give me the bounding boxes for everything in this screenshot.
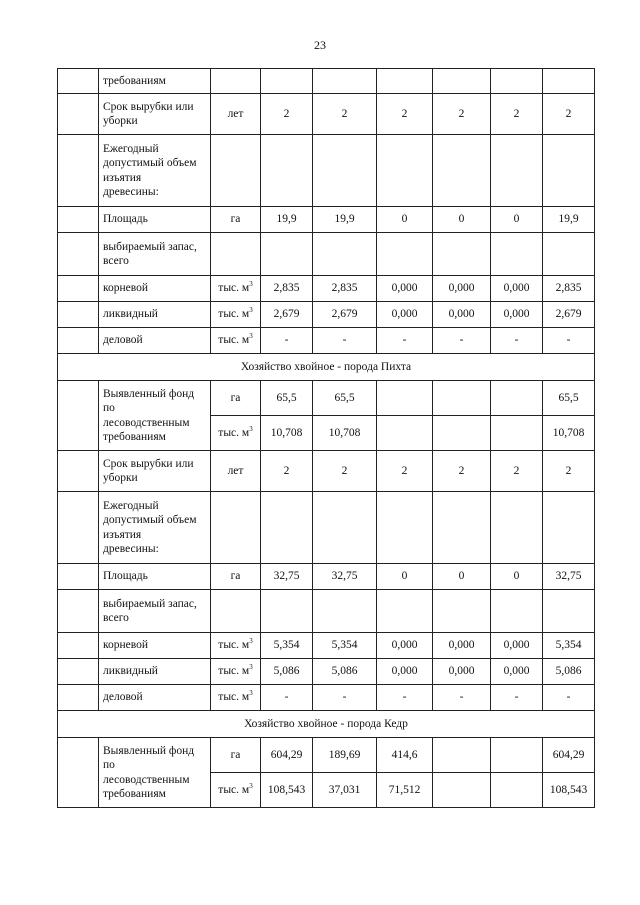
row-number-cell: [58, 94, 99, 135]
unit-cell: [211, 135, 261, 207]
unit-cell: [211, 302, 261, 328]
value-cell: 32,75: [313, 564, 377, 590]
value-cell: [377, 233, 433, 276]
value-cell: 10,708: [543, 416, 595, 451]
row-label-line: древесины:: [103, 185, 159, 198]
value-cell: 19,9: [543, 207, 595, 233]
value-cell: 19,9: [313, 207, 377, 233]
table-row: [58, 328, 595, 354]
row-label-line: изъятия: [103, 171, 142, 184]
value-cell: 108,543: [261, 773, 313, 808]
row-label: [99, 94, 211, 135]
unit-text: тыс. м: [218, 308, 250, 321]
row-label-line: уборки: [103, 115, 138, 127]
section-title: Хозяйство хвойное - порода Кедр: [58, 711, 595, 738]
row-number-cell: [58, 276, 99, 302]
value-cell: 2: [491, 451, 543, 492]
row-label-line: Ежегодный: [103, 142, 159, 155]
row-label-line: Ежегодный: [103, 499, 159, 512]
unit-cell: [211, 492, 261, 564]
value-cell: 2,679: [261, 302, 313, 328]
row-number-cell: [58, 492, 99, 564]
unit-text: тыс. м: [218, 691, 250, 704]
value-cell: -: [433, 328, 491, 354]
unit-superscript: 3: [249, 689, 253, 698]
unit-text: тыс. м: [218, 282, 250, 295]
value-cell: 0,000: [491, 302, 543, 328]
table-row: [58, 207, 595, 233]
value-cell: 5,354: [261, 633, 313, 659]
row-label: [99, 685, 211, 711]
value-cell: 2: [261, 451, 313, 492]
table-row: [58, 738, 595, 773]
unit-superscript: 3: [249, 637, 253, 646]
value-cell: 37,031: [313, 773, 377, 808]
row-label-line: лесоводственным: [103, 416, 190, 429]
row-label-line: ликвидный: [103, 308, 158, 321]
value-cell: 10,708: [261, 416, 313, 451]
value-cell: [433, 492, 491, 564]
row-label-line: корневой: [103, 639, 149, 652]
row-label-line: древесины:: [103, 542, 159, 555]
value-cell: [543, 135, 595, 207]
value-cell: 0,000: [377, 302, 433, 328]
row-label-line: корневой: [103, 282, 149, 295]
table-row: [58, 233, 595, 276]
value-cell: 0,000: [433, 302, 491, 328]
value-cell: [433, 416, 491, 451]
row-label-line: требованиям: [103, 74, 166, 87]
value-cell: [543, 233, 595, 276]
row-label: [99, 207, 211, 233]
unit-cell: [211, 233, 261, 276]
value-cell: 2: [377, 451, 433, 492]
section-row: [58, 711, 595, 738]
row-label: [99, 564, 211, 590]
page-number: 23: [314, 38, 326, 52]
table-row: [58, 302, 595, 328]
table-row: [58, 685, 595, 711]
value-cell: 0,000: [491, 633, 543, 659]
value-cell: [377, 492, 433, 564]
row-label: [99, 492, 211, 564]
row-number-cell: [58, 451, 99, 492]
table-row: [58, 451, 595, 492]
unit-cell: га: [211, 207, 261, 233]
unit-superscript: 3: [249, 781, 253, 790]
value-cell: [491, 135, 543, 207]
value-cell: -: [261, 328, 313, 354]
value-cell: [313, 69, 377, 94]
row-number-cell: [58, 590, 99, 633]
value-cell: 0: [491, 207, 543, 233]
value-cell: 0: [377, 207, 433, 233]
row-label: [99, 633, 211, 659]
value-cell: 19,9: [261, 207, 313, 233]
value-cell: 2: [261, 94, 313, 135]
value-cell: 10,708: [313, 416, 377, 451]
value-cell: 2: [433, 94, 491, 135]
table-row: [58, 94, 595, 135]
unit-cell: лет: [211, 94, 261, 135]
row-label-line: деловой: [103, 334, 143, 347]
value-cell: 2: [313, 94, 377, 135]
value-cell: -: [313, 685, 377, 711]
value-cell: [433, 381, 491, 416]
value-cell: 2: [491, 94, 543, 135]
row-number-cell: [58, 633, 99, 659]
table-row: [58, 659, 595, 685]
value-cell: 5,086: [543, 659, 595, 685]
value-cell: 2: [543, 451, 595, 492]
row-label: [99, 302, 211, 328]
row-label-line: лесоводственным: [103, 773, 190, 786]
value-cell: -: [433, 685, 491, 711]
unit-cell: [211, 328, 261, 354]
value-cell: 2: [377, 94, 433, 135]
value-cell: 5,354: [543, 633, 595, 659]
value-cell: 2,679: [543, 302, 595, 328]
value-cell: 2: [543, 94, 595, 135]
value-cell: 0: [377, 564, 433, 590]
row-label-line: Площадь: [103, 570, 148, 583]
value-cell: [433, 590, 491, 633]
unit-text: тыс. м: [218, 334, 250, 347]
unit-superscript: 3: [249, 663, 253, 672]
value-cell: 65,5: [543, 381, 595, 416]
value-cell: -: [543, 685, 595, 711]
value-cell: 0,000: [491, 659, 543, 685]
unit-cell: [211, 773, 261, 808]
value-cell: 2,835: [261, 276, 313, 302]
value-cell: 2: [313, 451, 377, 492]
value-cell: 0: [491, 564, 543, 590]
row-label-line: выбираемый запас,: [103, 597, 197, 610]
value-cell: 0: [433, 207, 491, 233]
value-cell: 0,000: [433, 276, 491, 302]
value-cell: 414,6: [377, 738, 433, 773]
value-cell: [543, 492, 595, 564]
table-row: [58, 633, 595, 659]
value-cell: 32,75: [261, 564, 313, 590]
unit-cell: лет: [211, 451, 261, 492]
value-cell: [377, 416, 433, 451]
value-cell: 2,835: [543, 276, 595, 302]
value-cell: 604,29: [261, 738, 313, 773]
row-label-line: Срок вырубки или: [103, 100, 194, 113]
value-cell: -: [377, 685, 433, 711]
unit-cell: [211, 69, 261, 94]
row-number-cell: [58, 69, 99, 94]
value-cell: 0,000: [377, 659, 433, 685]
value-cell: 0,000: [377, 633, 433, 659]
value-cell: [433, 773, 491, 808]
row-label: [99, 738, 211, 808]
unit-cell: [211, 633, 261, 659]
row-number-cell: [58, 302, 99, 328]
value-cell: [491, 590, 543, 633]
row-number-cell: [58, 564, 99, 590]
value-cell: 5,086: [313, 659, 377, 685]
value-cell: 0: [433, 564, 491, 590]
table-row: [58, 590, 595, 633]
value-cell: [261, 492, 313, 564]
row-number-cell: [58, 659, 99, 685]
row-label: [99, 590, 211, 633]
value-cell: [491, 492, 543, 564]
value-cell: [433, 738, 491, 773]
value-cell: [313, 135, 377, 207]
section-row: [58, 354, 595, 381]
value-cell: 108,543: [543, 773, 595, 808]
value-cell: [313, 492, 377, 564]
row-label-line: требованиям: [103, 787, 166, 800]
value-cell: 2,835: [313, 276, 377, 302]
value-cell: 71,512: [377, 773, 433, 808]
value-cell: 0,000: [491, 276, 543, 302]
value-cell: [377, 135, 433, 207]
value-cell: [491, 416, 543, 451]
unit-superscript: 3: [249, 332, 253, 341]
value-cell: [261, 69, 313, 94]
value-cell: [313, 590, 377, 633]
value-cell: -: [377, 328, 433, 354]
value-cell: [491, 381, 543, 416]
row-number-cell: [58, 685, 99, 711]
row-label-line: Площадь: [103, 213, 148, 226]
unit-superscript: 3: [249, 306, 253, 315]
value-cell: [261, 590, 313, 633]
value-cell: 2: [433, 451, 491, 492]
row-label-line: изъятия: [103, 528, 142, 541]
row-label-line: всего: [103, 255, 129, 267]
value-cell: -: [491, 685, 543, 711]
value-cell: [377, 69, 433, 94]
value-cell: [491, 69, 543, 94]
value-cell: 65,5: [261, 381, 313, 416]
row-number-cell: [58, 381, 99, 451]
unit-cell: га: [211, 381, 261, 416]
value-cell: [433, 69, 491, 94]
table-row: [58, 381, 595, 416]
row-label-line: Выявленный фонд: [103, 387, 195, 400]
value-cell: 32,75: [543, 564, 595, 590]
row-label-line: выбираемый запас,: [103, 240, 197, 253]
table-row: [58, 564, 595, 590]
value-cell: [491, 738, 543, 773]
row-label-line: допустимый объем: [103, 514, 197, 527]
value-cell: [543, 69, 595, 94]
table-row: [58, 492, 595, 564]
unit-cell: [211, 659, 261, 685]
row-label: [99, 276, 211, 302]
value-cell: -: [261, 685, 313, 711]
value-cell: 65,5: [313, 381, 377, 416]
unit-text: тыс. м: [218, 426, 250, 439]
row-label-line: деловой: [103, 691, 143, 704]
row-label-line: допустимый объем: [103, 157, 197, 170]
value-cell: [433, 233, 491, 276]
value-cell: [261, 233, 313, 276]
value-cell: 2,679: [313, 302, 377, 328]
row-label-line: по: [103, 759, 115, 772]
row-label: [99, 381, 211, 451]
unit-cell: га: [211, 564, 261, 590]
unit-text: тыс. м: [218, 639, 250, 652]
value-cell: [377, 590, 433, 633]
value-cell: -: [313, 328, 377, 354]
value-cell: 5,354: [313, 633, 377, 659]
unit-cell: [211, 416, 261, 451]
row-label: [99, 135, 211, 207]
value-cell: 0,000: [377, 276, 433, 302]
row-label-line: Выявленный фонд: [103, 744, 195, 757]
value-cell: 189,69: [313, 738, 377, 773]
unit-cell: [211, 685, 261, 711]
unit-text: тыс. м: [218, 783, 250, 796]
value-cell: [261, 135, 313, 207]
row-number-cell: [58, 328, 99, 354]
value-cell: -: [543, 328, 595, 354]
row-label: [99, 69, 211, 94]
row-number-cell: [58, 738, 99, 808]
row-number-cell: [58, 135, 99, 207]
row-label: [99, 659, 211, 685]
row-label-line: по: [103, 402, 115, 415]
unit-superscript: 3: [249, 424, 253, 433]
unit-superscript: 3: [249, 280, 253, 289]
value-cell: [377, 381, 433, 416]
value-cell: [543, 590, 595, 633]
value-cell: 0,000: [433, 659, 491, 685]
value-cell: 604,29: [543, 738, 595, 773]
row-label: [99, 328, 211, 354]
table-row: [58, 276, 595, 302]
row-label-line: требованиям: [103, 430, 166, 443]
forest-resource-table: [57, 68, 595, 808]
unit-cell: [211, 590, 261, 633]
row-number-cell: [58, 207, 99, 233]
row-label-line: Срок вырубки или: [103, 457, 194, 470]
value-cell: [491, 773, 543, 808]
section-title: Хозяйство хвойное - порода Пихта: [58, 354, 595, 381]
table-row: [58, 135, 595, 207]
unit-cell: га: [211, 738, 261, 773]
row-label-line: уборки: [103, 472, 138, 484]
row-label: [99, 451, 211, 492]
unit-text: тыс. м: [218, 665, 250, 678]
value-cell: [433, 135, 491, 207]
value-cell: -: [491, 328, 543, 354]
row-label-line: ликвидный: [103, 665, 158, 678]
value-cell: 0,000: [433, 633, 491, 659]
table-row: [58, 69, 595, 94]
row-number-cell: [58, 233, 99, 276]
value-cell: [313, 233, 377, 276]
unit-cell: [211, 276, 261, 302]
value-cell: [491, 233, 543, 276]
row-label: [99, 233, 211, 276]
row-label-line: всего: [103, 612, 129, 624]
value-cell: 5,086: [261, 659, 313, 685]
